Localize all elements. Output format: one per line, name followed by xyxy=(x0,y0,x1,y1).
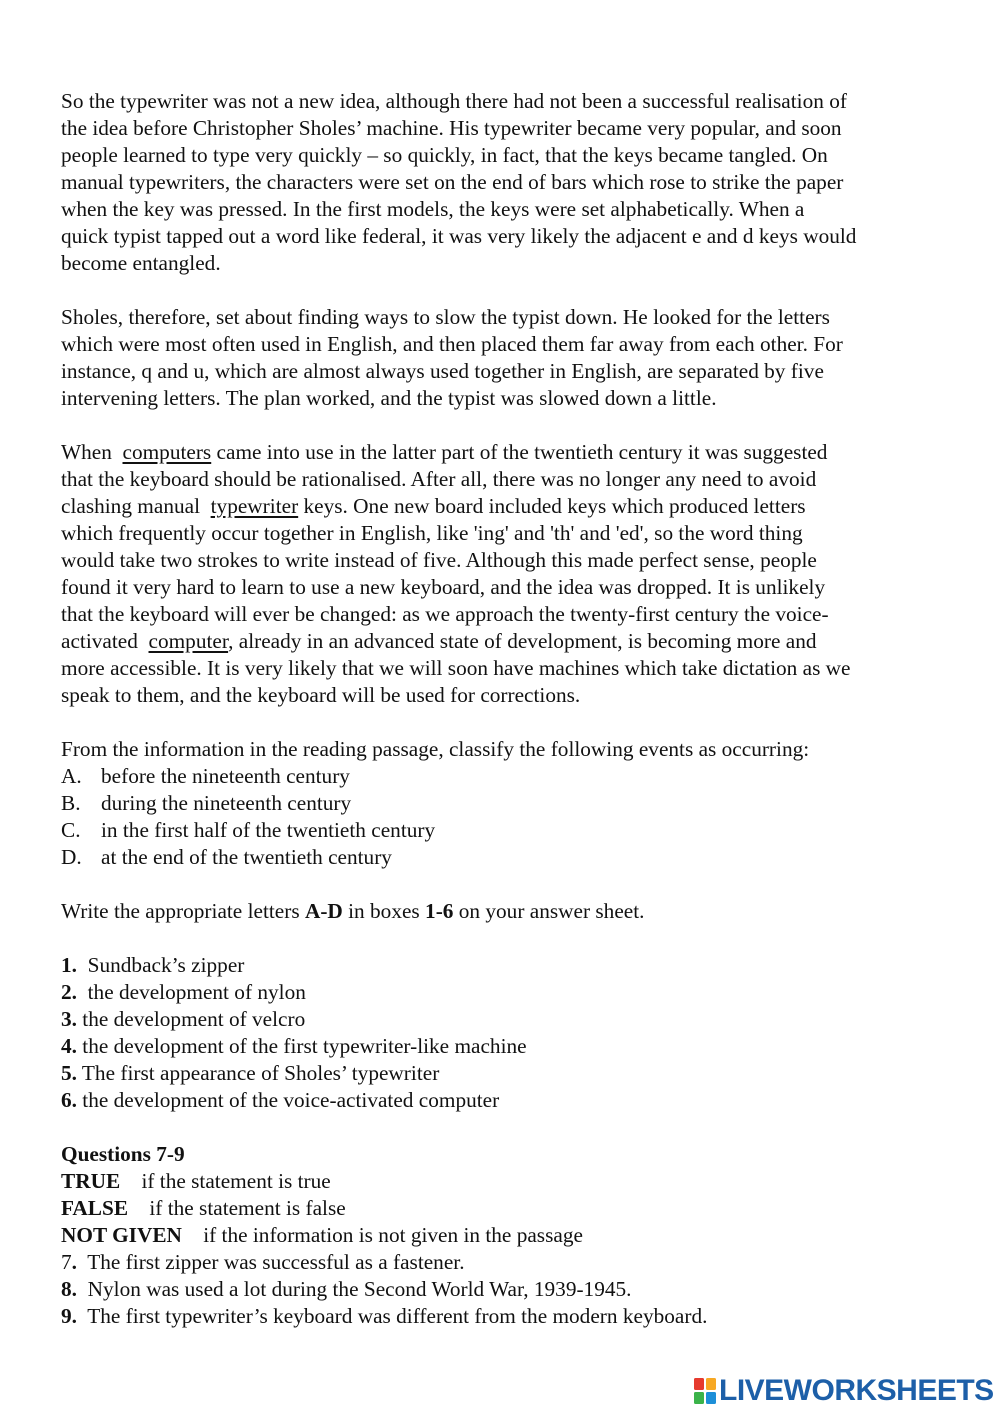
link-typewriter[interactable]: typewriter xyxy=(210,494,299,518)
text-line: that the keyboard will ever be changed: as we approach the twenty-first century the voice- xyxy=(61,602,829,626)
text-line: So the typewriter was not a new idea, although there had not been a successful realisation of xyxy=(61,89,847,113)
text-line: Sholes, therefore, set about finding ways to slow the typist down. He looked for the letters xyxy=(61,305,830,329)
question-number: 5. xyxy=(61,1061,77,1085)
question-text: The first zipper was successful as a fastener. xyxy=(76,1250,465,1274)
question-text: the development of velcro xyxy=(76,1007,306,1031)
option-a xyxy=(61,763,951,790)
instruction-text: on your answer sheet. xyxy=(453,899,645,923)
text-line: quick typist tapped out a word like federal, it was very likely the adjacent e and d keys would xyxy=(61,224,857,248)
option-text: before the nineteenth century xyxy=(101,764,350,788)
questions-1-6 xyxy=(61,952,951,1114)
text-fragment: activated xyxy=(61,629,149,653)
text-line: which were most often used in English, and then placed them far away from each other. For xyxy=(61,332,843,356)
instructions-line xyxy=(61,898,951,925)
option-letter: B. xyxy=(61,791,81,815)
question-number: 7 xyxy=(61,1250,72,1274)
text-line: manual typewriters, the characters were set on the end of bars which rose to strike the paper xyxy=(61,170,844,194)
liveworksheets-logo-icon xyxy=(693,1376,717,1406)
text-fragment: clashing manual xyxy=(61,494,211,518)
option-c xyxy=(61,817,951,844)
legend-item xyxy=(61,1195,951,1222)
text-line: intervening letters. The plan worked, and the typist was slowed down a little. xyxy=(61,386,717,410)
text-line: when the key was pressed. In the first models, the keys were set alphabetically. When a xyxy=(61,197,805,221)
option-text: at the end of the twentieth century xyxy=(101,845,392,869)
option-letter: A. xyxy=(61,764,82,788)
question-text: Nylon was used a lot during the Second World War, 1939-1945. xyxy=(76,1277,632,1301)
section-heading: Questions 7-9 xyxy=(61,1142,185,1166)
legend-item xyxy=(61,1222,951,1249)
question-item xyxy=(61,1006,951,1033)
legend-key: FALSE xyxy=(61,1196,129,1220)
text-line: speak to them, and the keyboard will be used for corrections. xyxy=(61,683,581,707)
liveworksheets-logo[interactable] xyxy=(693,1374,994,1408)
question-number: 6. xyxy=(61,1088,77,1112)
option-b xyxy=(61,790,951,817)
legend-key: TRUE xyxy=(61,1169,121,1193)
text-line: become entangled. xyxy=(61,251,221,275)
text-fragment: , already in an advanced state of development, is becoming more and xyxy=(228,629,817,653)
question-number: 2. xyxy=(61,980,77,1004)
logo-text: LIVEWORKSHEETS xyxy=(719,1374,994,1407)
question-text: the development of the voice-activated computer xyxy=(76,1088,500,1112)
text-line: would take two strokes to write instead of five. Although this made perfect sense, people xyxy=(61,548,817,572)
legend-item xyxy=(61,1168,951,1195)
text-line xyxy=(61,628,951,655)
text-line: the idea before Christopher Sholes’ machine. His typewriter became very popular, and soon xyxy=(61,116,842,140)
question-item xyxy=(61,1249,951,1276)
text-fragment: keys. One new board included keys which produced letters xyxy=(298,494,806,518)
question-number: 1. xyxy=(61,953,77,977)
question-item xyxy=(61,952,951,979)
question-text: Sundback’s zipper xyxy=(76,953,245,977)
option-letter: C. xyxy=(61,818,81,842)
text-line: which frequently occur together in English, like 'ing' and 'th' and 'ed', so the word thing xyxy=(61,521,803,545)
link-computers[interactable]: computers xyxy=(122,440,212,464)
question-text: the development of nylon xyxy=(76,980,306,1004)
question-item xyxy=(61,1303,951,1330)
text-line: people learned to type very quickly – so quickly, in fact, that the keys became tangled. On xyxy=(61,143,828,167)
question-text: The first appearance of Sholes’ typewriter xyxy=(76,1061,440,1085)
instruction-boxes: 1-6 xyxy=(425,899,454,923)
passage-paragraph-3 xyxy=(61,439,951,709)
classification-intro: From the information in the reading passage, classify the following events as occurring: xyxy=(61,737,810,761)
legend-desc: if the statement is false xyxy=(128,1196,346,1220)
legend-desc: if the information is not given in the passage xyxy=(181,1223,583,1247)
question-item xyxy=(61,1060,951,1087)
text-fragment: came into use in the latter part of the twentieth century it was suggested xyxy=(211,440,828,464)
classification-section xyxy=(61,736,951,871)
legend-key: NOT GIVEN xyxy=(61,1223,182,1247)
question-item xyxy=(61,1033,951,1060)
question-number: 3. xyxy=(61,1007,77,1031)
text-line xyxy=(61,439,951,466)
legend-desc: if the statement is true xyxy=(120,1169,331,1193)
question-number: 8. xyxy=(61,1277,77,1301)
text-fragment: When xyxy=(61,440,123,464)
option-text: during the nineteenth century xyxy=(101,791,352,815)
question-number: 4. xyxy=(61,1034,77,1058)
instruction-range: A-D xyxy=(304,899,343,923)
option-letter: D. xyxy=(61,845,82,869)
passage-paragraph-2 xyxy=(61,304,951,412)
question-text: The first typewriter’s keyboard was different from the modern keyboard. xyxy=(76,1304,708,1328)
instruction-text: Write the appropriate letters xyxy=(61,899,305,923)
text-line: instance, q and u, which are almost always used together in English, are separated by five xyxy=(61,359,824,383)
passage-paragraph-1 xyxy=(61,88,951,277)
option-d xyxy=(61,844,951,871)
question-text: the development of the first typewriter-like machine xyxy=(76,1034,527,1058)
questions-7-9 xyxy=(61,1141,951,1330)
link-computer[interactable]: computer xyxy=(148,629,229,653)
question-item xyxy=(61,979,951,1006)
option-text: in the first half of the twentieth century xyxy=(101,818,436,842)
instruction-text: in boxes xyxy=(342,899,426,923)
text-line: found it very hard to learn to use a new keyboard, and the idea was dropped. It is unlikely xyxy=(61,575,826,599)
text-line: more accessible. It is very likely that we will soon have machines which take dictation as we xyxy=(61,656,851,680)
text-line xyxy=(61,493,951,520)
question-item xyxy=(61,1087,951,1114)
question-number: 9. xyxy=(61,1304,77,1328)
text-line: that the keyboard should be rationalised. After all, there was no longer any need to avoid xyxy=(61,467,817,491)
question-item xyxy=(61,1276,951,1303)
question-number-dot: . xyxy=(71,1250,77,1274)
worksheet-page xyxy=(61,88,951,1330)
